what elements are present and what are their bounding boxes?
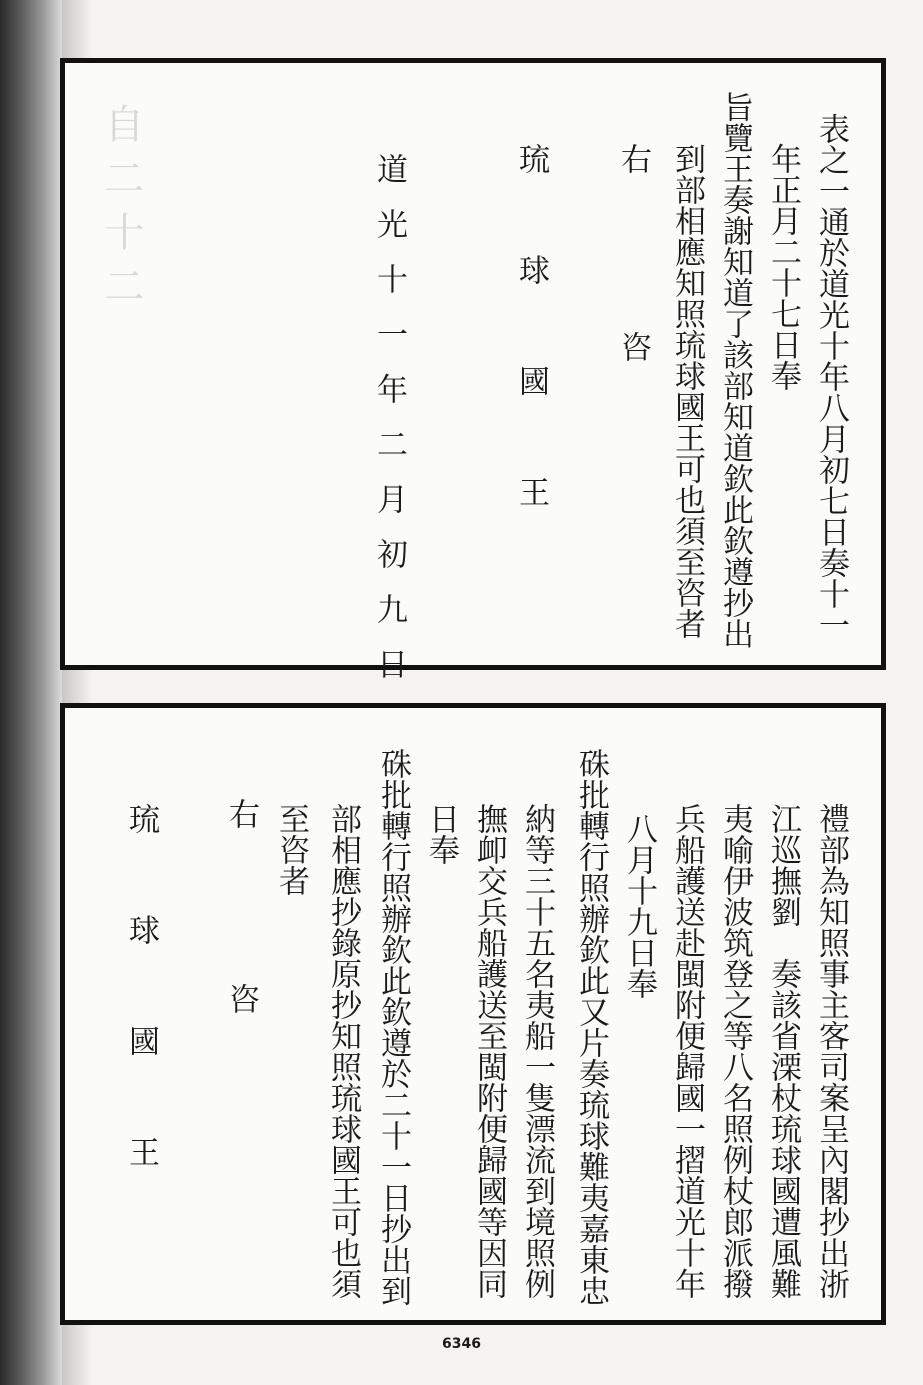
book-spine-shadow [0, 0, 62, 1385]
addressee-column: 琉球國王 [513, 143, 549, 587]
text-column: 日奉 [423, 803, 459, 865]
text-column: 咨 [615, 331, 651, 362]
text-column: 旨覽王奏謝知道了該部知道欽此欽遵抄出 [717, 91, 753, 649]
text-column: 年正月二十七日奉 [765, 143, 801, 391]
text-column: 江巡撫劉 奏該省溧杖琉球國遭風難 [765, 803, 801, 1299]
text-column: 硃批轉行照辦欽此又片奏琉球難夷嘉東忠 [573, 748, 609, 1306]
bottom-document-panel [60, 703, 886, 1325]
text-column: 兵船護送赴閩附便歸國一摺道光十年 [669, 803, 705, 1299]
text-column: 夷喻伊波筑登之等八名照例杖郎派撥 [717, 803, 753, 1299]
addressee-column: 琉球國王 [123, 803, 159, 1247]
page-number: 6346 [442, 1336, 481, 1352]
date-column: 道光十一年二月初九日 [371, 153, 407, 703]
text-column: 部相應抄錄原抄知照琉球國王可也須 [325, 803, 361, 1299]
text-column: 硃批轉行照辦欽此欽遵於二十一日抄出到 [375, 748, 411, 1306]
text-column: 八月十九日奉 [621, 813, 657, 999]
text-column: 表之一通於道光十年八月初七日奏十一 [813, 113, 849, 640]
text-column: 納等三十五名夷船一隻漂流到境照例 [519, 803, 555, 1299]
text-column: 咨 [223, 983, 259, 1014]
text-column: 禮部為知照事主客司案呈內閣抄出浙 [813, 803, 849, 1299]
text-column: 撫卹交兵船護送至閩附便歸國等因同 [471, 803, 507, 1299]
top-document-panel [60, 58, 886, 703]
bleed-through-text: 自二十二 [98, 103, 144, 319]
text-column: 至咨者 [273, 803, 309, 896]
text-column: 右 [615, 143, 651, 174]
text-column: 到部相應知照琉球國王可也須至咨者 [669, 143, 705, 639]
text-column: 右 [223, 798, 259, 829]
